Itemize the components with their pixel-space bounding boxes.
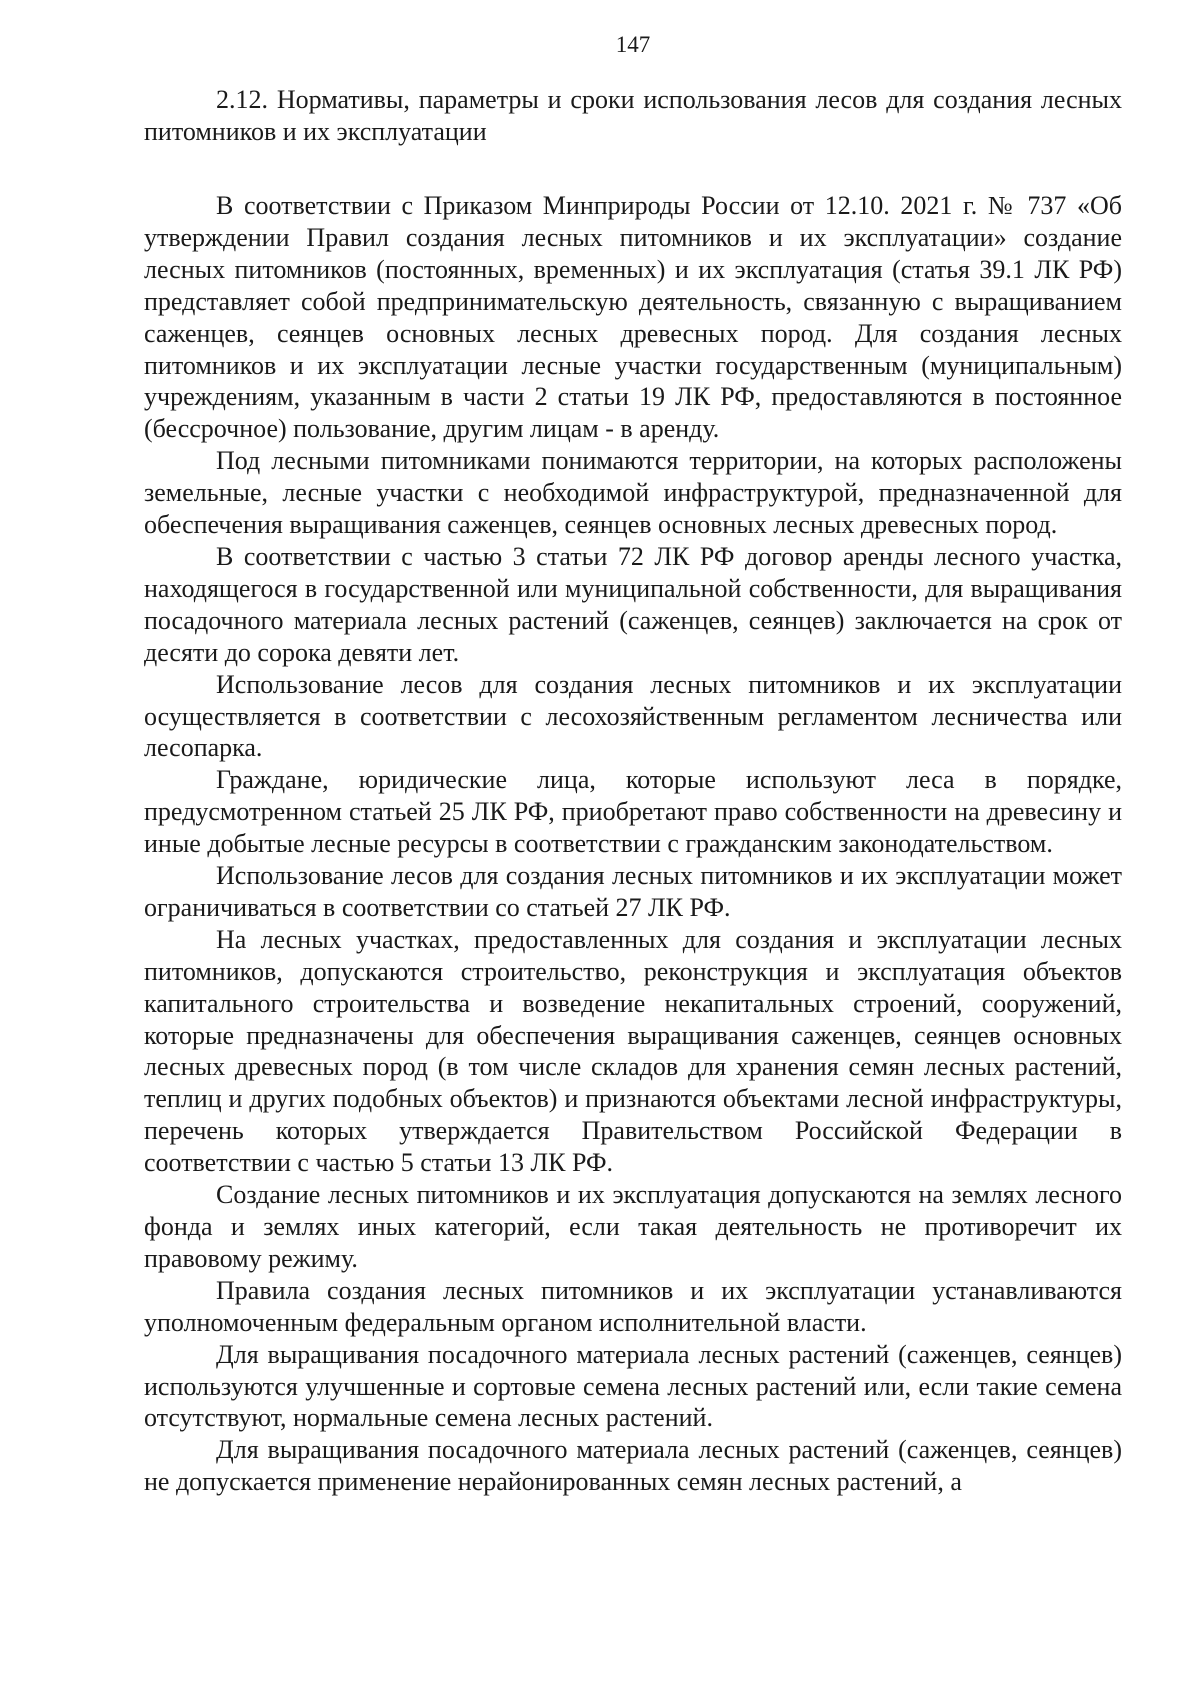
paragraph-5: Граждане, юридические лица, которые используют леса в порядке, предусмотренном статьей 25 ЛК РФ, приобретают право собственности на древесину и иные добытые лесные ресурсы в соответствии с гражданским законодательством. (144, 765, 1122, 859)
paragraph-3: В соответствии с частью 3 статьи 72 ЛК РФ договор аренды лесного участка, находящегося в государственной или муниципальной собственности, для выращивания посадочного материала лесных растений (саженцев, сеянцев) заключается на срок от десяти до сорока девяти лет. (144, 541, 1122, 667)
paragraph-8: Создание лесных питомников и их эксплуатация допускаются на землях лесного фонда и землях иных категорий, если такая деятельность не противоречит их правовому режиму. (144, 1180, 1122, 1273)
paragraph-9: Правила создания лесных питомников и их эксплуатации устанавливаются уполномоченным федеральным органом исполнительной власти. (144, 1275, 1122, 1337)
section-heading: 2.12. Нормативы, параметры и сроки использования лесов для создания лесных питомников и их эксплуатации (144, 85, 1122, 146)
paragraph-6: Использование лесов для создания лесных питомников и их эксплуатации может ограничиваться в соответствии со статьей 27 ЛК РФ. (144, 861, 1122, 922)
paragraph-1: В соответствии с Приказом Минприроды России от 12.10. 2021 г. № 737 «Об утверждении Правил создания лесных питомников и их эксплуатации» создание лесных питомников (постоянных, временных) и их эксплуатация (статья 39.1 ЛК РФ) представляет собой предпринимательскую деятельность, связанную с выращиванием саженцев, сеянцев основных лесных древесных пород. Для создания лесных питомников и их эксплуатации лесные участки государственным (муниципальным) учреждениям, указанным в части 2 статьи 19 ЛК РФ, предоставляются в постоянное (бессрочное) пользование, другим лицам - в аренду. (144, 191, 1122, 444)
paragraph-7: На лесных участках, предоставленных для создания и эксплуатации лесных питомников, допускаются строительство, реконструкция и эксплуатация объектов капитального строительства и возведение некапитальных строений, сооружений, которые предназначены для обеспечения выращивания саженцев, сеянцев основных лесных древесных пород (в том числе складов для хранения семян лесных растений, теплиц и других подобных объектов) и признаются объектами лесной инфраструктуры, перечень которых утверждается Правительством Российской Федерации в соответствии с частью 5 статьи 13 ЛК РФ. (144, 924, 1122, 1178)
paragraph-11: Для выращивания посадочного материала лесных растений (саженцев, сеянцев) не допускается применение нерайонированных семян лесных растений, а (144, 1435, 1122, 1497)
paragraph-4: Использование лесов для создания лесных питомников и их эксплуатации осуществляется в соответствии с лесохозяйственным регламентом лесничества или лесопарка. (144, 669, 1122, 763)
paragraph-10: Для выращивания посадочного материала лесных растений (саженцев, сеянцев) используются улучшенные и сортовые семена лесных растений или, если такие семена отсутствуют, нормальные семена лесных растений. (144, 1339, 1122, 1433)
document-page (144, 30, 1122, 1498)
paragraph-2: Под лесными питомниками понимаются территории, на которых расположены земельные, лесные участки с необходимой инфраструктурой, предназначенной для обеспечения выращивания саженцев, сеянцев основных лесных древесных пород. (144, 446, 1122, 540)
page-number: 147 (615, 32, 651, 57)
